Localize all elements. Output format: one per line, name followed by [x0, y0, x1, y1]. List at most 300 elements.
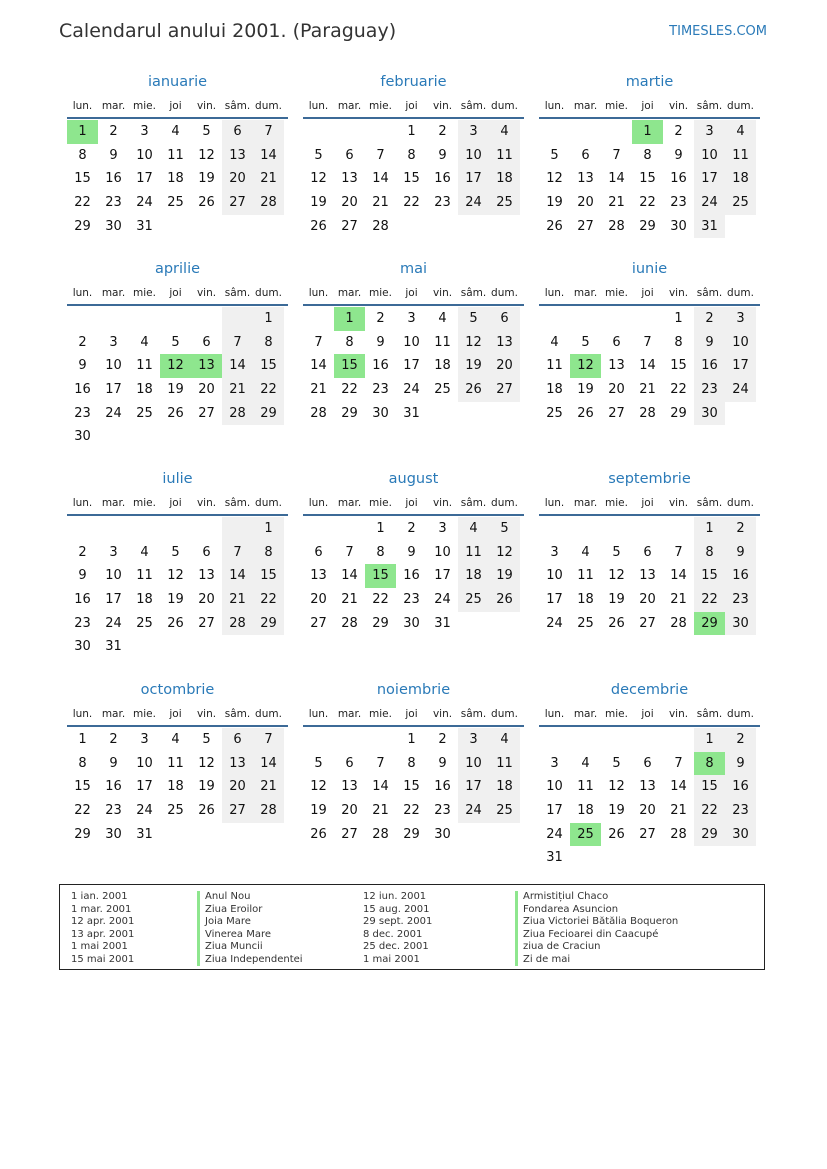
day-cell: 19	[310, 803, 327, 819]
day-cell: 19	[577, 382, 594, 398]
day-cell: 29	[372, 615, 389, 631]
day-cell: 24	[458, 799, 489, 823]
days-grid	[67, 728, 288, 846]
day-cell: 20	[198, 382, 215, 398]
day-cell: 28	[310, 405, 327, 421]
weekday-label: mar.	[101, 287, 126, 299]
day-cell: 26	[198, 803, 215, 819]
day-cell: 9	[78, 358, 87, 374]
weekday-label: sâm.	[224, 708, 251, 720]
day-cell: 24	[136, 195, 153, 211]
day-cell: 10	[434, 544, 451, 560]
day-cell: 4	[581, 755, 590, 771]
empty-day-cell	[427, 215, 458, 239]
day-cell: 20	[639, 592, 656, 608]
day-cell: 5	[171, 334, 180, 350]
weekday-label: lun.	[308, 100, 329, 112]
legend-date: 25 dec. 2001	[363, 941, 429, 952]
day-cell: 26	[310, 826, 327, 842]
day-cell: 25	[489, 799, 520, 823]
weekday-label: lun.	[72, 287, 93, 299]
holiday-day-cell: 15	[365, 564, 396, 588]
day-cell: 27	[341, 218, 358, 234]
day-cell: 2	[109, 124, 118, 139]
legend-holiday-name: ziua de Craciun	[515, 941, 678, 954]
day-cell: 31	[136, 826, 153, 842]
days-grid	[67, 517, 288, 659]
weekday-label: mie.	[133, 497, 156, 509]
month-name: decembrie	[610, 682, 689, 698]
weekday-label: sâm.	[696, 287, 723, 299]
day-cell: 7	[222, 541, 253, 565]
day-cell: 3	[725, 307, 756, 331]
month-martie	[539, 70, 760, 238]
day-cell: 5	[581, 334, 590, 350]
day-cell: 29	[253, 402, 284, 426]
day-cell: 17	[458, 775, 489, 799]
day-cell: 17	[725, 354, 756, 378]
day-cell: 14	[310, 358, 327, 374]
empty-day-cell	[191, 215, 222, 239]
day-cell: 2	[438, 124, 447, 139]
day-cell: 10	[546, 779, 563, 795]
day-cell: 16	[694, 354, 725, 378]
empty-day-cell	[694, 846, 725, 870]
weekday-label: vin.	[196, 100, 217, 112]
weekday-label: mie.	[605, 287, 628, 299]
weekday-header	[303, 703, 524, 727]
day-cell: 6	[643, 544, 652, 560]
holiday-day-cell: 15	[334, 354, 365, 378]
day-cell: 13	[341, 171, 358, 187]
empty-day-cell	[570, 517, 601, 541]
month-name: mai	[399, 261, 428, 277]
holiday-day-cell: 29	[694, 612, 725, 636]
days-grid	[539, 517, 760, 635]
day-cell: 3	[550, 544, 559, 560]
day-cell: 8	[407, 755, 416, 771]
day-cell: 26	[458, 378, 489, 402]
day-cell: 25	[458, 588, 489, 612]
month-name: aprilie	[154, 261, 201, 277]
day-cell: 15	[694, 775, 725, 799]
day-cell: 23	[372, 382, 389, 398]
empty-day-cell	[334, 517, 365, 541]
day-cell: 9	[725, 541, 756, 565]
day-cell: 23	[403, 592, 420, 608]
day-cell: 6	[202, 334, 211, 350]
day-cell: 18	[136, 592, 153, 608]
day-cell: 17	[546, 592, 563, 608]
day-cell: 30	[105, 826, 122, 842]
weekday-label: lun.	[544, 708, 565, 720]
day-cell: 18	[167, 171, 184, 187]
day-cell: 27	[639, 826, 656, 842]
day-cell: 24	[725, 378, 756, 402]
day-cell: 10	[546, 568, 563, 584]
empty-day-cell	[222, 517, 253, 541]
day-cell: 9	[376, 334, 385, 350]
empty-day-cell	[663, 728, 694, 752]
day-cell: 18	[546, 382, 563, 398]
day-cell: 5	[458, 307, 489, 331]
empty-day-cell	[191, 307, 222, 331]
weekday-label: dum.	[255, 497, 282, 509]
legend-date: 1 ian. 2001	[71, 891, 128, 902]
day-cell: 31	[694, 215, 725, 239]
weekday-label: sâm.	[224, 100, 251, 112]
empty-day-cell	[539, 307, 570, 331]
day-cell: 17	[694, 167, 725, 191]
empty-day-cell	[222, 215, 253, 239]
legend-holiday-name: Ziua Independentei	[197, 954, 303, 967]
day-cell: 28	[608, 218, 625, 234]
days-grid	[67, 307, 288, 449]
day-cell: 9	[438, 755, 447, 771]
day-cell: 2	[376, 311, 385, 326]
weekday-label: sâm.	[460, 708, 487, 720]
legend-date: 12 iun. 2001	[363, 891, 427, 902]
day-cell: 11	[489, 144, 520, 168]
holiday-day-cell: 1	[632, 120, 663, 144]
weekday-header	[67, 95, 288, 119]
weekday-label: dum.	[491, 708, 518, 720]
month-iunie	[539, 257, 760, 425]
month-name: martie	[625, 74, 674, 90]
day-cell: 1	[407, 124, 416, 139]
weekday-label: vin.	[196, 497, 217, 509]
weekday-label: joi	[641, 287, 654, 299]
day-cell: 5	[612, 755, 621, 771]
day-cell: 14	[222, 354, 253, 378]
day-cell: 10	[694, 144, 725, 168]
weekday-label: lun.	[308, 287, 329, 299]
weekday-label: dum.	[727, 100, 754, 112]
day-cell: 8	[78, 147, 87, 163]
day-cell: 28	[222, 402, 253, 426]
empty-day-cell	[98, 307, 129, 331]
day-cell: 25	[546, 405, 563, 421]
empty-day-cell	[489, 823, 520, 847]
day-cell: 2	[725, 728, 756, 752]
day-cell: 28	[253, 191, 284, 215]
empty-day-cell	[67, 517, 98, 541]
day-cell: 7	[376, 755, 385, 771]
day-cell: 12	[608, 568, 625, 584]
day-cell: 31	[403, 405, 420, 421]
day-cell: 21	[372, 803, 389, 819]
day-cell: 3	[458, 728, 489, 752]
weekday-label: joi	[641, 497, 654, 509]
empty-day-cell	[191, 517, 222, 541]
day-cell: 11	[546, 358, 563, 374]
empty-day-cell	[725, 846, 756, 870]
day-cell: 8	[78, 755, 87, 771]
day-cell: 29	[253, 612, 284, 636]
day-cell: 16	[74, 382, 91, 398]
month-noiembrie	[303, 678, 524, 846]
day-cell: 23	[434, 803, 451, 819]
weekday-label: sâm.	[224, 497, 251, 509]
weekday-label: mie.	[605, 100, 628, 112]
day-cell: 2	[438, 732, 447, 747]
weekday-label: mie.	[133, 708, 156, 720]
day-cell: 13	[577, 171, 594, 187]
weekday-label: joi	[169, 287, 182, 299]
day-cell: 10	[105, 568, 122, 584]
weekday-label: vin.	[432, 287, 453, 299]
day-cell: 19	[167, 382, 184, 398]
weekday-label: lun.	[544, 287, 565, 299]
day-cell: 10	[725, 331, 756, 355]
empty-day-cell	[191, 425, 222, 449]
weekday-label: mie.	[133, 287, 156, 299]
day-cell: 3	[109, 544, 118, 560]
day-cell: 31	[546, 850, 563, 866]
empty-day-cell	[253, 425, 284, 449]
day-cell: 5	[612, 544, 621, 560]
day-cell: 7	[253, 120, 284, 144]
empty-day-cell	[601, 517, 632, 541]
empty-day-cell	[663, 517, 694, 541]
month-ianuarie	[67, 70, 288, 238]
day-cell: 11	[167, 755, 184, 771]
day-cell: 22	[74, 803, 91, 819]
day-cell: 4	[489, 728, 520, 752]
day-cell: 17	[136, 171, 153, 187]
day-cell: 9	[78, 568, 87, 584]
site-link[interactable]: TIMESLES.COM	[669, 24, 767, 39]
day-cell: 10	[105, 358, 122, 374]
weekday-label: mie.	[605, 497, 628, 509]
day-cell: 12	[546, 171, 563, 187]
weekday-header	[303, 492, 524, 516]
day-cell: 12	[198, 755, 215, 771]
empty-day-cell	[334, 728, 365, 752]
empty-day-cell	[632, 846, 663, 870]
weekday-label: mar.	[101, 708, 126, 720]
legend-date: 8 dec. 2001	[363, 928, 423, 940]
day-cell: 16	[403, 568, 420, 584]
weekday-label: mar.	[573, 708, 598, 720]
weekday-label: joi	[405, 497, 418, 509]
day-cell: 3	[407, 311, 416, 326]
day-cell: 6	[314, 544, 323, 560]
day-cell: 22	[341, 382, 358, 398]
day-cell: 19	[489, 564, 520, 588]
day-cell: 30	[74, 429, 91, 445]
legend-holiday-name: Ziua Fecioarei din Caacupé	[515, 929, 678, 942]
empty-day-cell	[160, 635, 191, 659]
weekday-label: mar.	[337, 100, 362, 112]
empty-day-cell	[253, 823, 284, 847]
day-cell: 19	[608, 592, 625, 608]
empty-day-cell	[160, 215, 191, 239]
day-cell: 20	[341, 803, 358, 819]
day-cell: 3	[140, 732, 149, 747]
day-cell: 5	[171, 544, 180, 560]
empty-day-cell	[160, 517, 191, 541]
empty-day-cell	[570, 728, 601, 752]
empty-day-cell	[601, 728, 632, 752]
day-cell: 23	[74, 405, 91, 421]
empty-day-cell	[601, 307, 632, 331]
month-aprilie	[67, 257, 288, 449]
day-cell: 22	[694, 588, 725, 612]
day-cell: 6	[222, 120, 253, 144]
day-cell: 10	[458, 144, 489, 168]
empty-day-cell	[570, 307, 601, 331]
day-cell: 30	[403, 615, 420, 631]
month-name: noiembrie	[376, 682, 451, 698]
day-cell: 28	[253, 799, 284, 823]
day-cell: 27	[198, 405, 215, 421]
weekday-label: sâm.	[460, 287, 487, 299]
day-cell: 24	[105, 615, 122, 631]
day-cell: 29	[694, 823, 725, 847]
weekday-label: mie.	[369, 287, 392, 299]
day-cell: 9	[438, 147, 447, 163]
day-cell: 21	[670, 592, 687, 608]
weekday-label: mar.	[573, 497, 598, 509]
day-cell: 21	[253, 775, 284, 799]
day-cell: 4	[140, 334, 149, 350]
day-cell: 3	[694, 120, 725, 144]
empty-day-cell	[570, 846, 601, 870]
weekday-label: mie.	[369, 100, 392, 112]
weekday-label: joi	[405, 100, 418, 112]
weekday-label: dum.	[255, 287, 282, 299]
weekday-label: vin.	[668, 497, 689, 509]
day-cell: 12	[167, 568, 184, 584]
days-grid	[67, 120, 288, 238]
day-cell: 26	[577, 405, 594, 421]
weekday-label: joi	[169, 100, 182, 112]
day-cell: 2	[78, 334, 87, 350]
day-cell: 13	[341, 779, 358, 795]
day-cell: 30	[670, 218, 687, 234]
weekday-label: dum.	[727, 708, 754, 720]
day-cell: 18	[167, 779, 184, 795]
empty-day-cell	[98, 425, 129, 449]
weekday-label: vin.	[668, 287, 689, 299]
day-cell: 27	[489, 378, 520, 402]
day-cell: 8	[345, 334, 354, 350]
day-cell: 26	[489, 588, 520, 612]
day-cell: 26	[546, 218, 563, 234]
weekday-header	[67, 492, 288, 516]
days-grid	[303, 307, 524, 425]
weekday-label: lun.	[72, 497, 93, 509]
days-grid	[303, 728, 524, 846]
day-cell: 4	[171, 732, 180, 747]
legend-left-dates	[71, 891, 134, 966]
day-cell: 11	[136, 358, 153, 374]
empty-day-cell	[489, 402, 520, 426]
day-cell: 23	[105, 803, 122, 819]
legend-date: 1 mai 2001	[363, 953, 420, 965]
day-cell: 13	[639, 568, 656, 584]
page-title: Calendarul anului 2001. (Paraguay)	[59, 20, 397, 42]
weekday-label: dum.	[491, 287, 518, 299]
legend-holiday-name: Zi de mai	[515, 954, 678, 967]
days-grid	[539, 307, 760, 425]
day-cell: 31	[105, 639, 122, 655]
day-cell: 25	[577, 615, 594, 631]
empty-day-cell	[365, 120, 396, 144]
day-cell: 26	[167, 405, 184, 421]
empty-day-cell	[725, 215, 756, 239]
day-cell: 7	[674, 755, 683, 771]
empty-day-cell	[632, 517, 663, 541]
weekday-label: sâm.	[224, 287, 251, 299]
day-cell: 10	[136, 147, 153, 163]
day-cell: 27	[222, 191, 253, 215]
empty-day-cell	[458, 823, 489, 847]
day-cell: 20	[489, 354, 520, 378]
day-cell: 25	[434, 382, 451, 398]
day-cell: 18	[577, 803, 594, 819]
day-cell: 7	[314, 334, 323, 350]
empty-day-cell	[458, 215, 489, 239]
day-cell: 21	[639, 382, 656, 398]
days-grid	[303, 517, 524, 635]
weekday-label: dum.	[255, 708, 282, 720]
day-cell: 28	[341, 615, 358, 631]
day-cell: 14	[253, 144, 284, 168]
day-cell: 7	[222, 331, 253, 355]
day-cell: 22	[639, 195, 656, 211]
day-cell: 9	[109, 755, 118, 771]
days-grid	[539, 120, 760, 238]
legend-holiday-name: Ziua Eroilor	[197, 904, 303, 917]
day-cell: 22	[253, 588, 284, 612]
day-cell: 7	[674, 544, 683, 560]
day-cell: 4	[489, 120, 520, 144]
weekday-label: sâm.	[696, 100, 723, 112]
day-cell: 30	[74, 639, 91, 655]
day-cell: 17	[546, 803, 563, 819]
day-cell: 29	[639, 218, 656, 234]
month-name: octombrie	[140, 682, 215, 698]
day-cell: 13	[608, 358, 625, 374]
day-cell: 29	[403, 826, 420, 842]
legend-date: 15 mai 2001	[71, 953, 135, 965]
day-cell: 7	[376, 147, 385, 163]
day-cell: 8	[643, 147, 652, 163]
day-cell: 19	[608, 803, 625, 819]
weekday-header	[303, 282, 524, 306]
day-cell: 19	[198, 779, 215, 795]
day-cell: 25	[136, 615, 153, 631]
weekday-label: joi	[641, 100, 654, 112]
day-cell: 14	[608, 171, 625, 187]
empty-day-cell	[303, 517, 334, 541]
weekday-header	[539, 703, 760, 727]
day-cell: 8	[253, 541, 284, 565]
day-cell: 15	[403, 779, 420, 795]
day-cell: 3	[109, 334, 118, 350]
month-august	[303, 467, 524, 635]
weekday-label: mar.	[101, 100, 126, 112]
day-cell: 23	[670, 195, 687, 211]
day-cell: 16	[105, 171, 122, 187]
day-cell: 2	[109, 732, 118, 747]
day-cell: 20	[639, 803, 656, 819]
holiday-day-cell: 1	[67, 120, 98, 144]
day-cell: 5	[314, 147, 323, 163]
month-iulie	[67, 467, 288, 659]
